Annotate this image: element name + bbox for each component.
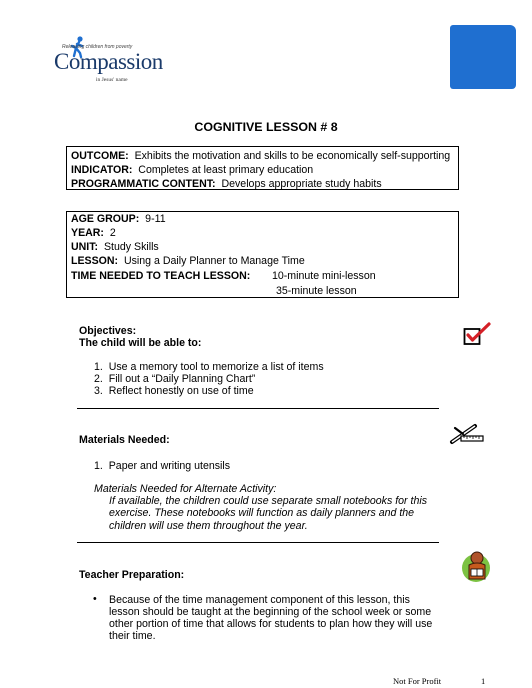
bullet-icon: • — [93, 593, 97, 605]
checkbox-check-icon — [463, 322, 491, 346]
list-item-text: Paper and writing utensils — [108, 460, 231, 472]
list-item-number: 1. — [94, 460, 103, 472]
list-item-number: 3. — [94, 385, 103, 397]
programmatic-content-label: PROGRAMMATIC CONTENT: — [71, 178, 216, 190]
teacher-preparation-line: their time. — [109, 630, 156, 642]
time-value-lesson: 35-minute lesson — [276, 285, 357, 297]
programmatic-content-row — [71, 178, 382, 190]
teacher-preparation-line: lesson should be taught at the beginning of the school week or some — [109, 606, 432, 618]
brand-color-block — [450, 25, 516, 89]
list-item-number: 1. — [94, 361, 103, 373]
logo-wordmark: Compassion — [54, 49, 163, 74]
indicator-value: Completes at least primary education — [138, 164, 314, 176]
page-title: COGNITIVE LESSON # 8 — [194, 120, 338, 134]
indicator-row — [71, 164, 313, 176]
time-needed-row — [71, 270, 250, 282]
list-item — [94, 361, 324, 373]
list-item-number: 2. — [94, 373, 103, 385]
time-value-mini: 10-minute mini-lesson — [272, 270, 376, 282]
outcome-value: Exhibits the motivation and skills to be economically self-supporting — [134, 150, 451, 162]
age-group-label: AGE GROUP: — [71, 213, 140, 225]
alternate-materials-line: children will use them throughout the year. — [109, 520, 308, 532]
age-group-row — [71, 213, 166, 225]
unit-row — [71, 241, 159, 253]
outcome-row — [71, 150, 450, 162]
lesson-info-box — [66, 211, 459, 298]
time-needed-label: TIME NEEDED TO TEACH LESSON: — [71, 270, 251, 282]
teacher-reading-icon — [461, 549, 493, 585]
logo-tagline: Releasing children from poverty — [62, 44, 133, 50]
section-divider — [77, 408, 439, 409]
year-value: 2 — [109, 227, 116, 239]
lesson-row — [71, 255, 305, 267]
year-row — [71, 227, 116, 239]
alternate-materials-line: exercise. These notebooks will function as daily planners and the — [109, 507, 415, 519]
objectives-subheading: The child will be able to: — [79, 337, 202, 349]
outcome-label: OUTCOME: — [71, 150, 129, 162]
objectives-heading: Objectives: — [79, 325, 137, 337]
list-item — [94, 460, 230, 472]
list-item-text: Reflect honestly on use of time — [108, 385, 254, 397]
year-label: YEAR: — [71, 227, 104, 239]
indicator-label: INDICATOR: — [71, 164, 133, 176]
logo-subline: in Jesus' name — [96, 77, 128, 83]
teacher-preparation-line: other portion of time that allows for students to plan how they will use — [109, 618, 433, 630]
teacher-preparation-heading: Teacher Preparation: — [79, 569, 185, 581]
materials-heading: Materials Needed: — [79, 434, 170, 446]
unit-value: Study Skills — [103, 241, 159, 253]
compassion-logo — [52, 36, 164, 94]
alternate-materials-heading: Materials Needed for Alternate Activity: — [94, 483, 277, 495]
outcome-box — [66, 146, 459, 190]
alternate-materials-line: If available, the children could use separate small notebooks for this — [109, 495, 427, 507]
list-item — [94, 373, 255, 385]
section-divider — [77, 542, 439, 543]
age-group-value: 9-11 — [145, 213, 166, 225]
list-item-text: Fill out a “Daily Planning Chart” — [108, 373, 256, 385]
list-item-text: Use a memory tool to memorize a list of items — [108, 361, 324, 373]
page-number: 1 — [481, 676, 486, 686]
pencil-ruler-icon — [449, 422, 487, 446]
teacher-preparation-line: Because of the time management component of this lesson, this — [109, 594, 410, 606]
unit-label: UNIT: — [71, 241, 99, 253]
lesson-label: LESSON: — [71, 255, 119, 267]
lesson-value: Using a Daily Planner to Manage Time — [123, 255, 305, 267]
list-item — [94, 385, 254, 397]
programmatic-content-value: Develops appropriate study habits — [221, 178, 382, 190]
footer-text: Not For Profit — [393, 676, 442, 686]
